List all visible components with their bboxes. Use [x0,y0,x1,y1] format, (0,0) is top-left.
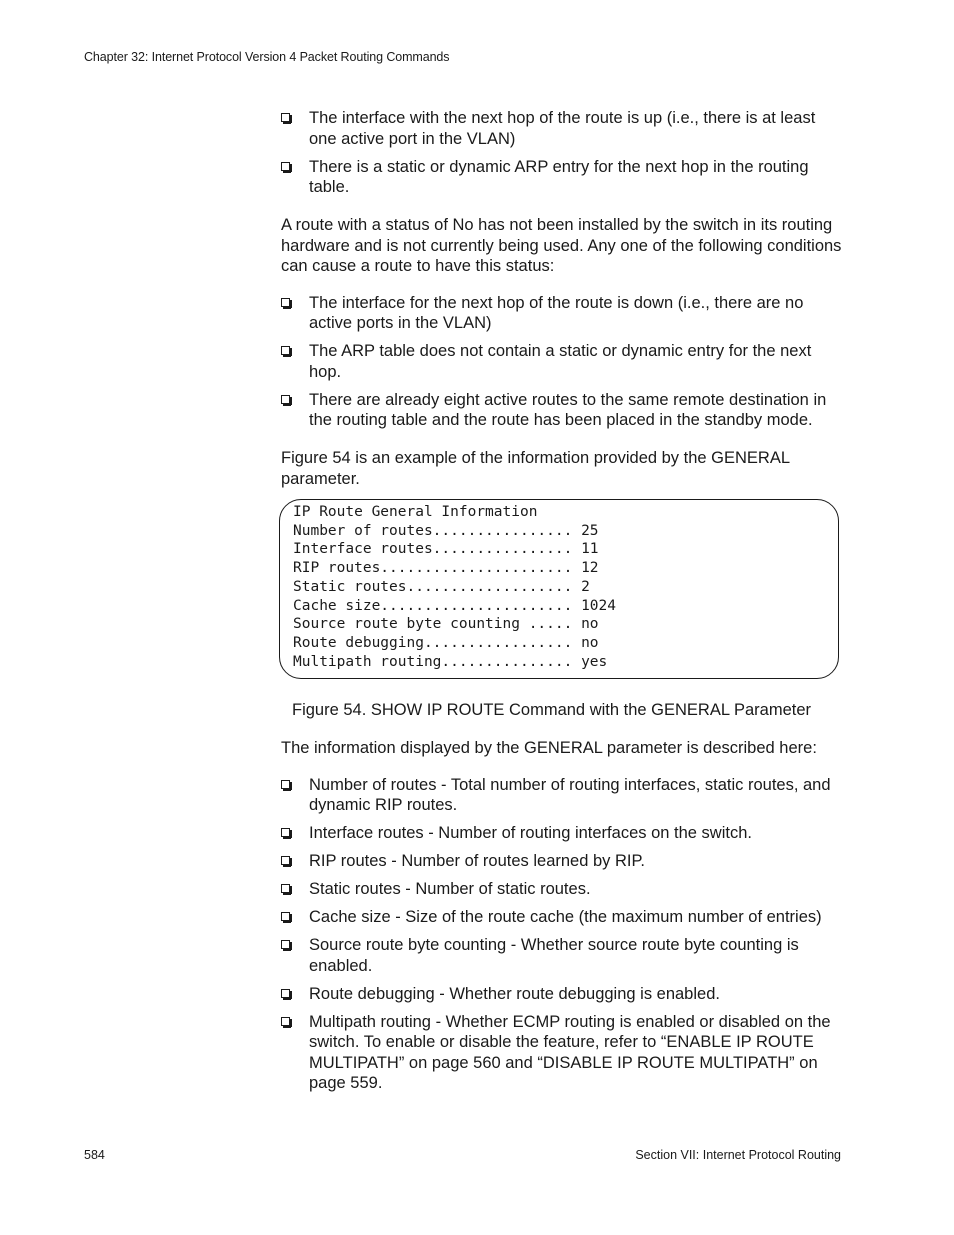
checkbox-bullet-icon [281,162,290,171]
list-item [281,907,846,928]
list-item [281,108,846,149]
checkbox-bullet-icon [281,1017,290,1026]
upper-content [281,108,846,489]
list-item-text: There are already eight active routes to the same remote destination in the routing table and the route has been placed in the standby mode. [309,390,827,429]
code-line: Source route byte counting ..... no [293,616,599,633]
checkbox-bullet-icon [281,989,290,998]
list-item-text: There is a static or dynamic ARP entry for the next hop in the routing table. [309,157,809,196]
code-line: RIP routes...................... 12 [293,560,599,577]
checkbox-bullet-icon [281,113,290,122]
code-line: Cache size...................... 1024 [293,597,617,614]
list-item-text: RIP routes - Number of routes learned by RIP. [309,852,645,870]
code-line: IP Route General Information [293,504,538,520]
bullet-list-field-descriptions [281,775,846,1094]
list-item [281,823,846,844]
list-item [281,157,846,198]
figure-caption: Figure 54. SHOW IP ROUTE Command with the GENERAL Parameter [292,701,812,719]
list-item [281,390,846,431]
list-item-text: Number of routes - Total number of routing interfaces, static routes, and dynamic RIP routes. [309,775,831,814]
list-item-text: The interface with the next hop of the route is up (i.e., there is at least one active port in the VLAN) [309,109,816,148]
checkbox-bullet-icon [281,912,290,921]
figure-intro-paragraph: Figure 54 is an example of the information provided by the GENERAL parameter. [281,449,790,488]
bullet-list-up-conditions [281,108,846,198]
code-line: Interface routes................ 11 [293,541,599,558]
checkbox-bullet-icon [281,856,290,865]
bullet-list-down-conditions [281,293,846,431]
code-line: Number of routes................ 25 [293,522,599,539]
section-footer: Section VII: Internet Protocol Routing [635,1148,841,1162]
list-item-text: The ARP table does not contain a static or dynamic entry for the next hop. [309,342,812,381]
list-item-text: Cache size - Size of the route cache (the maximum number of entries) [309,908,822,926]
checkbox-bullet-icon [281,780,290,789]
status-no-paragraph: A route with a status of No has not been installed by the switch in its routing hardware and is not currently being used. Any one of the following conditions can cause a route to have this status: [281,216,842,275]
list-item-text: Source route byte counting - Whether source route byte counting is enabled. [309,936,799,975]
list-item [281,879,846,900]
checkbox-bullet-icon [281,346,290,355]
code-line: Static routes................... 2 [293,578,590,595]
checkbox-bullet-icon [281,395,290,404]
list-item [281,984,846,1005]
code-line: Route debugging................. no [293,634,599,651]
list-item-text: Static routes - Number of static routes. [309,880,591,898]
description-intro-paragraph: The information displayed by the GENERAL parameter is described here: [281,739,817,757]
code-line: Multipath routing............... yes [293,653,608,670]
page-header: Chapter 32: Internet Protocol Version 4 Packet Routing Commands [84,50,450,64]
list-item [281,851,846,872]
list-item [281,341,846,382]
checkbox-bullet-icon [281,828,290,837]
list-item [281,1012,846,1094]
checkbox-bullet-icon [281,884,290,893]
list-item-text: Multipath routing - Whether ECMP routing is enabled or disabled on the switch. To enable or disable the feature, refer to “ENABLE IP ROUTE MULTIPATH” on page 560 and “DISABLE IP ROUTE MULTIPATH” on page 559. [309,1012,831,1092]
list-item-text: The interface for the next hop of the route is down (i.e., there are no active ports in the VLAN) [309,293,804,332]
list-item [281,935,846,976]
checkbox-bullet-icon [281,940,290,949]
lower-content [281,738,846,1101]
checkbox-bullet-icon [281,298,290,307]
list-item [281,293,846,334]
list-item-text: Interface routes - Number of routing interfaces on the switch. [309,824,752,842]
list-item-text: Route debugging - Whether route debugging is enabled. [309,984,720,1003]
list-item [281,775,846,816]
page-number: 584 [84,1148,105,1162]
code-example [293,503,616,671]
